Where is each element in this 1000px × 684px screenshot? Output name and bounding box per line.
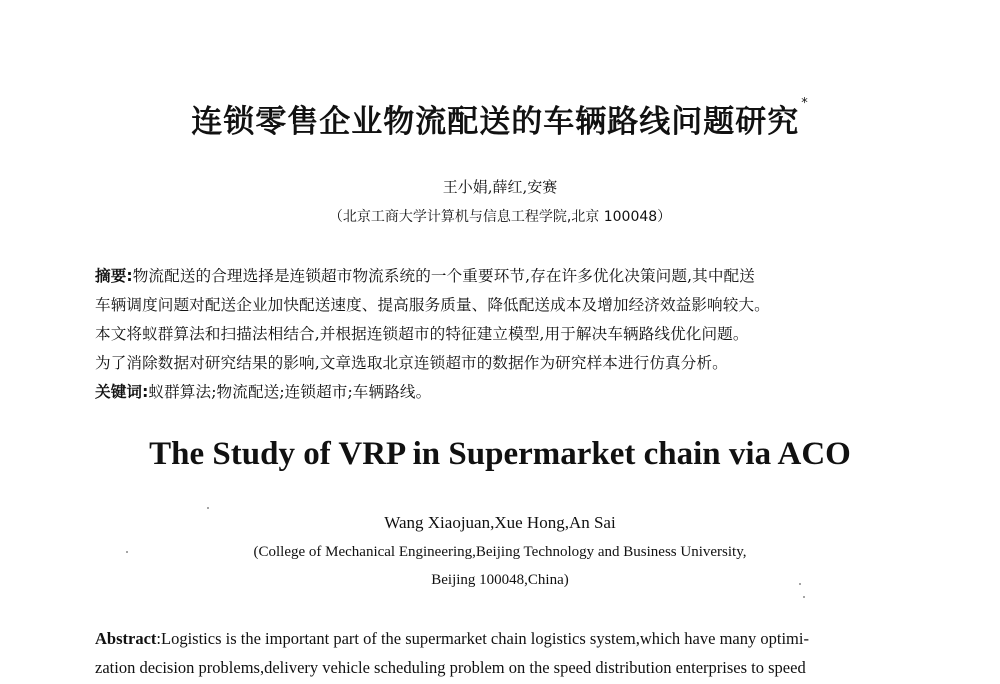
chinese-authors: 王小娟,薛红,安赛 [442,178,558,196]
english-abstract-line: zation decision problems,delivery vehicle scheduling problem on the speed distribution enterprises to speed [95,658,806,677]
chinese-abstract-line: 摘要:物流配送的合理选择是连锁超市物流系统的一个重要环节,存在许多优化决策问题,其中配送 [95,267,755,285]
chinese-abstract-line: 为了消除数据对研究结果的影响,文章选取北京连锁超市的数据作为研究样本进行仿真分析。 [95,354,728,372]
english-authors: Wang Xiaojuan,Xue Hong,An Sai [384,513,616,532]
scan-speck [207,507,209,509]
english-abstract-label: Abstract [95,629,157,648]
chinese-title-text: 连锁零售企业物流配送的车辆路线问题研究 [191,104,800,140]
english-title: The Study of VRP in Supermarket chain via ACO [149,436,851,472]
scan-speck [803,596,805,598]
chinese-abstract-label: 摘要: [95,267,133,285]
scan-speck [126,551,128,553]
chinese-title [0,96,1000,141]
english-affiliation-line-2: Beijing 100048,China) [431,572,569,588]
title-footnote-mark: * [801,96,809,111]
chinese-abstract [95,262,915,407]
chinese-keywords-text: 蚁群算法;物流配送;连锁超市;车辆路线。 [148,383,432,401]
chinese-abstract-line: 车辆调度问题对配送企业加快配送速度、提高服务质量、降低配送成本及增加经济效益影响较大。 [95,296,770,314]
chinese-keywords-label: 关键词: [95,383,149,401]
english-abstract [95,624,915,682]
chinese-keywords [95,378,915,407]
scan-speck [799,583,801,585]
english-abstract-line: Abstract:Logistics is the important part of the supermarket chain logistics system,which have many optimi- [95,629,809,648]
english-affiliation-line-1: (College of Mechanical Engineering,Beijing Technology and Business University, [253,544,747,560]
chinese-abstract-line: 本文将蚁群算法和扫描法相结合,并根据连锁超市的特征建立模型,用于解决车辆路线优化问题。 [95,325,749,343]
chinese-affiliation: （北京工商大学计算机与信息工程学院,北京 100048） [328,209,672,225]
